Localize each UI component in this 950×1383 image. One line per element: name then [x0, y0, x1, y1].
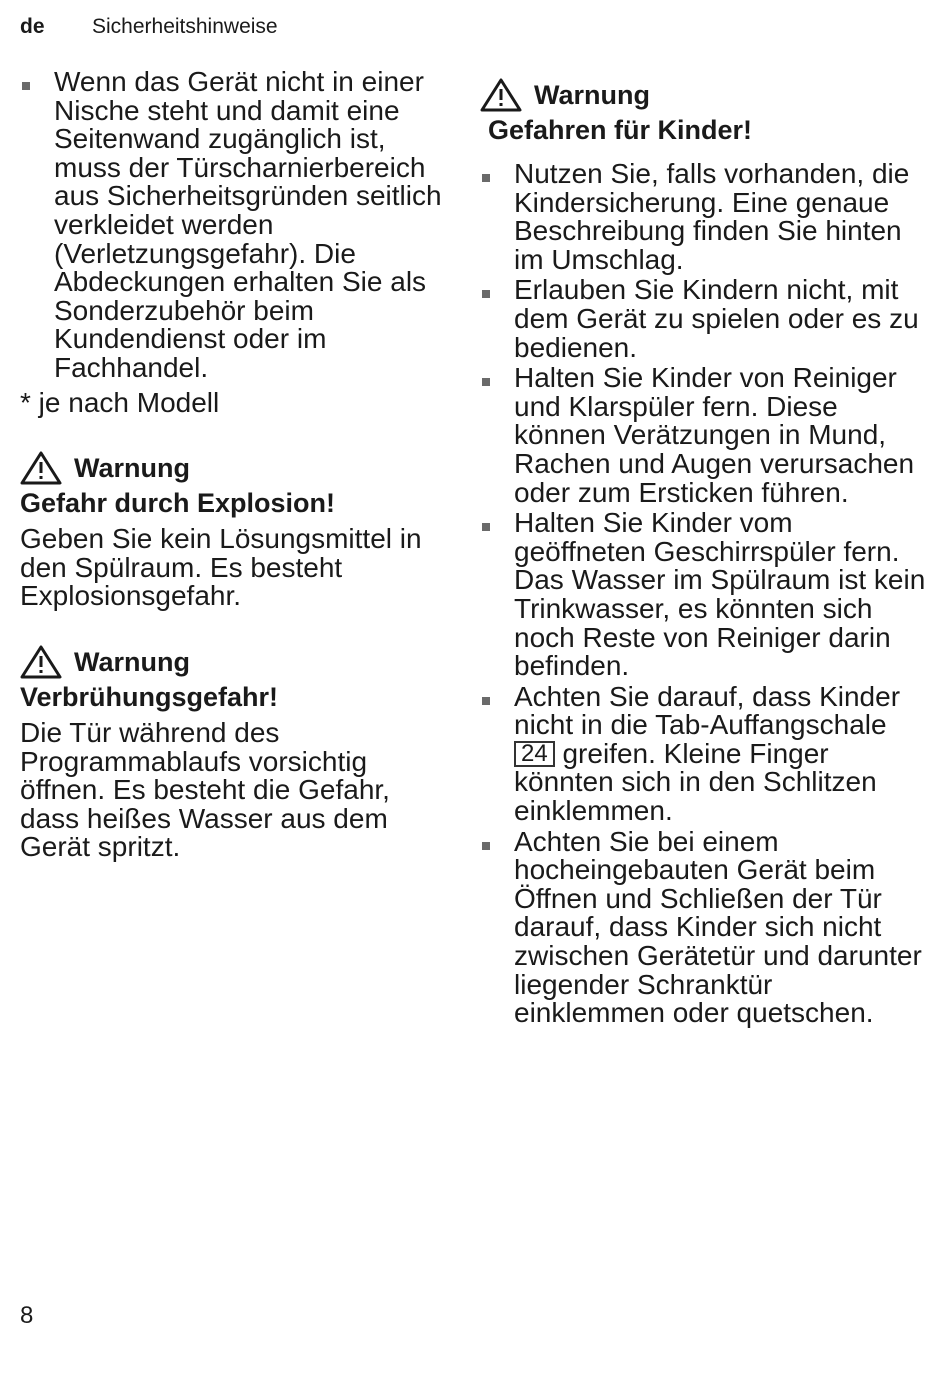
right-column: [480, 68, 930, 1030]
square-bullet-icon: [482, 378, 490, 386]
page-header: [20, 15, 278, 39]
warning-text: Die Tür während des Programmablaufs vorsichtig öffnen. Es besteht die Gefahr, dass heißes Wasser aus dem Gerät spritzt.: [20, 716, 390, 863]
list-item: [480, 276, 930, 362]
language-code: de: [20, 15, 45, 38]
list-item-text: Halten Sie Kinder vom geöffneten Geschirrspüler fern. Das Wasser im Spülraum ist kein Trinkwasser, es könnten sich noch Reste von Reiniger darin befinden.: [514, 507, 926, 682]
warning-label: Warnung: [534, 80, 650, 110]
square-bullet-icon: [482, 523, 490, 531]
list-item: [480, 509, 930, 681]
list-item-text: Wenn das Gerät nicht in einer Nische steht und damit eine Seitenwand zugänglich ist, muss der Türscharnierbereich aus Sicherheitsgründen seitlich verkleidet werden (Verletzungsgefahr). Die Abdeckungen erhalten Sie als Sonderzubehör beim Kundendienst oder im Fachhandel.: [54, 66, 442, 383]
warning-heading: [480, 78, 930, 112]
warning-triangle-icon: [20, 645, 62, 679]
section-title: Sicherheitshinweise: [92, 15, 278, 38]
list-item: [480, 825, 930, 1029]
warning-explosion: [20, 451, 445, 611]
list-item-text: Halten Sie Kinder von Reiniger und Klarspüler fern. Diese können Verätzungen in Mund, Rachen und Augen verursachen oder zum Ersticken führen.: [514, 362, 915, 508]
warning-scalding: [20, 645, 445, 862]
warning-triangle-icon: [480, 78, 522, 112]
list-item-text-before: Achten Sie darauf, dass Kinder nicht in die Tab-Auffangschale: [514, 680, 901, 741]
warning-heading: [20, 645, 445, 679]
list-item-text: Achten Sie bei einem hocheingebauten Gerät beim Öffnen und Schließen der Tür darauf, dass Kinder sich nicht zwischen Gerätetür und darunter liegender Schranktür einklemmen oder quetschen.: [514, 825, 922, 1029]
warning-heading: [20, 451, 445, 485]
square-bullet-icon: [482, 290, 490, 298]
list-item-text: Nutzen Sie, falls vorhanden, die Kindersicherung. Eine genaue Beschreibung finden Sie hinten im Umschlag.: [514, 158, 910, 275]
figure-reference: 24: [514, 741, 555, 767]
warning-title: Verbrühungsgefahr!: [20, 681, 279, 712]
warning-triangle-icon: [20, 451, 62, 485]
list-item-text-after: greifen. Kleine Finger könnten sich in den Schlitzen einklemmen.: [514, 737, 877, 827]
warning-label: Warnung: [74, 646, 190, 677]
list-item: [480, 680, 930, 827]
list-item: [20, 68, 445, 383]
warning-text: Geben Sie kein Lösungsmittel in den Spülraum. Es besteht Explosionsgefahr.: [20, 523, 422, 612]
list-item: [480, 160, 930, 274]
footnote: * je nach Modell: [20, 386, 220, 418]
warning-title: Gefahren für Kinder!: [488, 115, 753, 145]
square-bullet-icon: [22, 82, 30, 90]
square-bullet-icon: [482, 174, 490, 182]
list-item: [480, 364, 930, 507]
square-bullet-icon: [482, 842, 490, 850]
children-safety-list: [480, 160, 930, 1028]
warning-label: Warnung: [74, 453, 190, 484]
warning-children: [480, 78, 930, 146]
list-item-text: Erlauben Sie Kindern nicht, mit dem Gerät zu spielen oder es zu bedienen.: [514, 274, 919, 363]
page-number: 8: [20, 1302, 34, 1329]
square-bullet-icon: [482, 697, 490, 705]
left-column: [20, 68, 445, 862]
warning-title: Gefahr durch Explosion!: [20, 488, 336, 519]
